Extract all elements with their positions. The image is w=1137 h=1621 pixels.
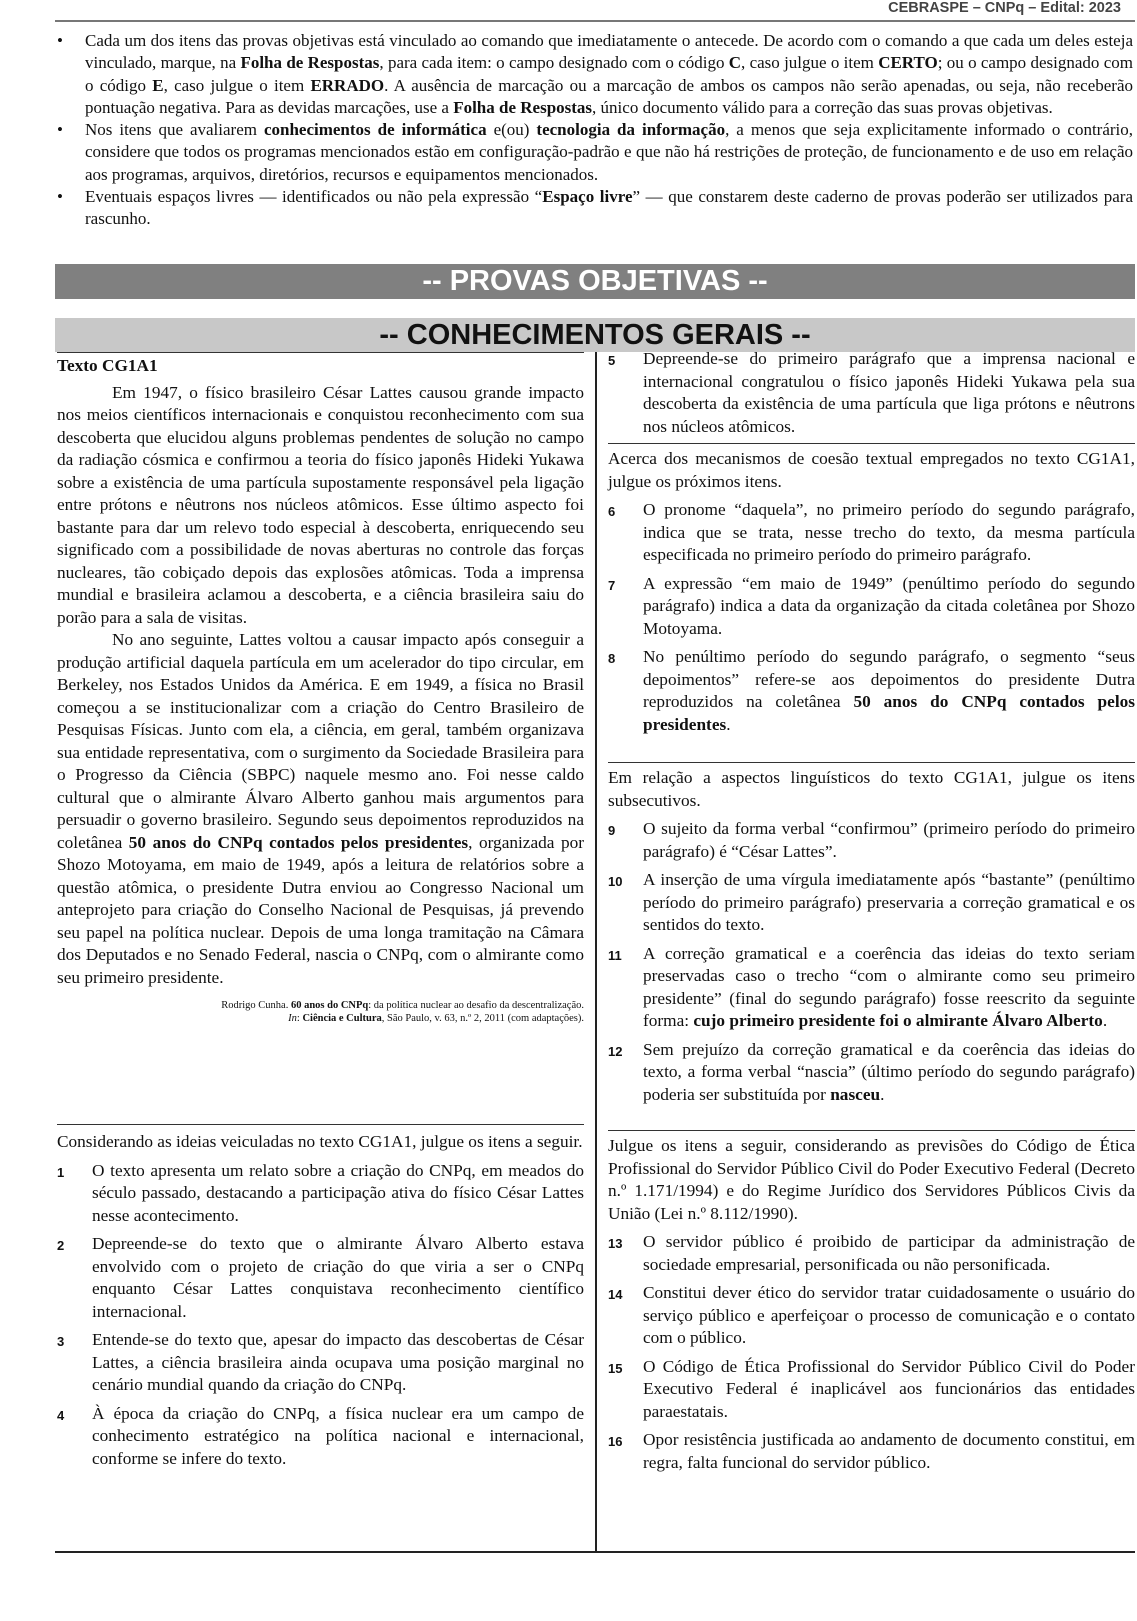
question-item [608,943,1135,1033]
question-item [608,818,1135,863]
item-text: No penúltimo período do segundo parágrafo, o segmento “seus depoimentos” refere-se aos depoimentos do presidente Dutra reproduzidos na coletânea 50 anos do CNPq contados pelos presidentes. [643,647,1135,734]
column-divider [595,352,597,1551]
question-item [57,1403,584,1471]
item-text: Constitui dever ético do servidor tratar cuidadosamente o usuário do serviço público e aperfeiçoar o processo de comunicação e o contato com o público. [643,1283,1135,1347]
text-title: Texto CG1A1 [57,356,158,375]
question-item [608,1039,1135,1107]
item-number: 13 [608,1236,623,1251]
item-number: 2 [57,1238,65,1253]
question-item [608,499,1135,567]
question-block-5 [608,342,1135,438]
items-list [608,1231,1135,1474]
question-item [608,573,1135,641]
items-list [608,818,1135,1106]
item-text: O Código de Ética Profissional do Servidor Público Civil do Poder Executivo Federal é inaplicável aos funcionários das entidades paraestatais. [643,1356,1135,1421]
question-item [608,1429,1135,1474]
question-item [608,646,1135,736]
subsection-banner: -- CONHECIMENTOS GERAIS -- [55,318,1135,352]
item-text: O servidor público é proibido de participar da administração de sociedade empresarial, personificada ou não personificada. [643,1232,1135,1274]
command-text: Considerando as ideias veiculadas no texto CG1A1, julgue os itens a seguir. [57,1132,583,1151]
item-number: 4 [57,1407,65,1423]
page-header [55,0,1135,22]
command-text: Acerca dos mecanismos de coesão textual empregados no texto CG1A1, julgue os próximos itens. [608,449,1135,491]
item-number: 3 [57,1334,65,1349]
item-text: Opor resistência justificada ao andamento de documento constitui, em regra, falta funcional do servidor público. [643,1430,1135,1472]
text-cg1a1 [57,352,584,1025]
item-text: Depreende-se do primeiro parágrafo que a imprensa nacional e internacional congratulou o físico japonês Hideki Yukawa pela sua descoberta da existência de uma partícula que liga prótons e nêutrons nos núcleos atômicos. [643,349,1135,436]
question-item [608,348,1135,438]
citation [57,999,584,1025]
item-text: O pronome “daquela”, no primeiro período do segundo parágrafo, indica que se trata, nesse trecho do texto, da mesma partícula especificada no primeiro período do primeiro parágrafo. [643,500,1135,564]
items-list [608,499,1135,736]
item-number: 16 [608,1434,623,1449]
question-block-6-8 [608,443,1135,736]
question-block-13-16 [608,1130,1135,1474]
item-text: O sujeito da forma verbal “confirmou” (primeiro período do primeiro parágrafo) é “César Lattes”. [643,819,1135,861]
item-number: 15 [608,1360,623,1376]
instruction-item: • Eventuais espaços livres — identificados ou não pela expressão “Espaço livre” — que constarem deste caderno de provas poderão ser utilizados para rascunho. [55,186,1133,231]
item-number: 12 [608,1043,623,1059]
items-list [608,348,1135,438]
item-number: 5 [608,353,616,368]
items-list [57,1160,584,1471]
item-text: Sem prejuízo da correção gramatical e da coerência das ideias do texto, a forma verbal “nascia” (último período do segundo parágrafo) poderia ser substituída por nasceu. [643,1039,1135,1104]
command-text: Em relação a aspectos linguísticos do texto CG1A1, julgue os itens subsecutivos. [608,768,1135,810]
item-number: 14 [608,1287,623,1302]
question-block-9-12 [608,762,1135,1106]
instructions-list [55,30,1133,231]
item-number: 10 [608,874,623,889]
question-item [608,1282,1135,1350]
text-paragraph-2: No ano seguinte, Lattes voltou a causar impacto após conseguir a produção artificial daquela partícula em um acelerador do tipo circular, em Berkeley, nos Estados Unidos da América. E em 1949, a física no Brasil começou a se institucionalizar com a criação do Centro Brasileiro de Pesquisas Físicas. Junto com ela, a ciência, em geral, também organizava sua entidade representativa, com o surgimento da Sociedade Brasileira para o Progresso da Ciência (SBPC) naquele mesmo ano. Foi nesse caldo cultural que o almirante Álvaro Alberto ganhou mais argumentos para persuadir o governo brasileiro. Segundo seus depoimentos reproduzidos na coletânea 50 anos do CNPq contados pelos presidentes, organizada por Shozo Motoyama, em maio de 1949, após a leitura de relatórios sobre a questão atômica, o presidente Dutra enviou ao Congresso Nacional um anteprojeto para criação do Conselho Nacional de Pesquisas, já prevendo seu papel na política nuclear. Depois de uma longa tramitação na Câmara dos Deputados e no Senado Federal, nascia o CNPq, com o almirante como seu primeiro presidente. [57,630,585,987]
text-paragraph-1: Em 1947, o físico brasileiro César Lattes causou grande impacto nos meios científicos internacionais e conquistou reconhecimento com sua descoberta que elucidou alguns problemas pendentes de solução no campo da radiação cósmica e confirmou a teoria do físico japonês Hideki Yukawa sobre a existência de uma partícula supostamente responsável pela ligação entre prótons e nêutrons nos núcleos atômicos. Esse último aspecto foi bastante para dar um relevo todo especial à descoberta, enriquecendo seu significado com a possibilidade de novas aberturas no controle das forças nucleares, tão cobiçado depois das explosões atômicas. Toda a imprensa mundial e brasileira aclamou a descoberta, e a ciência brasileira saiu do porão para a sala de visitas. [57,382,584,627]
instruction-item: • Nos itens que avaliarem conhecimentos de informática e(ou) tecnologia da informação, a menos que seja explicitamente informado o contrário, considere que todos os programas mencionados estão em configuração-padrão e que não há restrições de proteção, de funcionamento e de uso em relação aos programas, arquivos, diretórios, recursos e equipamentos mencionados. [55,119,1133,186]
item-number: 8 [608,651,616,666]
item-text: A inserção de uma vírgula imediatamente após “bastante” (penúltimo período do primeiro parágrafo) preservaria a correção gramatical e os sentidos do texto. [643,870,1135,934]
item-number: 6 [608,504,616,519]
question-item [608,1231,1135,1276]
item-number: 7 [608,577,616,593]
item-text: Entende-se do texto que, apesar do impacto das descobertas de César Lattes, a ciência brasileira ainda ocupava uma posição marginal no cenário mundial quando da criação do CNPq. [92,1330,584,1394]
item-text: Depreende-se do texto que o almirante Álvaro Alberto estava envolvido com o projeto de criação do que viria a ser o CNPq enquanto César Lattes conquistava reconhecimento científico internacional. [92,1234,584,1321]
item-text: O texto apresenta um relato sobre a criação do CNPq, em meados do século passado, destacando a participação ativa do físico César Lattes nesse acontecimento. [92,1160,584,1225]
exam-header-title: CEBRASPE – CNPq – Edital: 2023 [888,0,1121,16]
question-item [57,1329,584,1397]
question-block-1-4 [57,1124,584,1470]
question-item [57,1160,584,1228]
item-text: A expressão “em maio de 1949” (penúltimo período do segundo parágrafo) indica a data da organização da citada coletânea por Shozo Motoyama. [643,573,1135,638]
item-text: A correção gramatical e a coerência das ideias do texto seriam preservadas caso o trecho “com o almirante como seu primeiro presidente” (final do segundo parágrafo) fosse reescrito da seguinte forma: cujo primeiro presidente foi o almirante Álvaro Alberto. [643,943,1135,1030]
citation-line-2: In: Ciência e Cultura, São Paulo, v. 63, n.º 2, 2011 (com adaptações). [288,1013,584,1024]
question-item [608,1356,1135,1424]
instruction-item: • Cada um dos itens das provas objetivas está vinculado ao comando que imediatamente o antecede. De acordo com o comando a que cada um deles esteja vinculado, marque, na Folha de Respostas, para cada item: o campo designado com o código C, caso julgue o item CERTO; ou o campo designado com o código E, caso julgue o item ERRADO. A ausência de marcação ou a marcação de ambos os campos não serão apenadas, ou seja, não receberão pontuação negativa. Para as devidas marcações, use a Folha de Respostas, único documento válido para a correção das suas provas objetivas. [55,30,1133,119]
question-item [608,869,1135,937]
command-text: Julgue os itens a seguir, considerando as previsões do Código de Ética Profissional do Servidor Público Civil do Poder Executivo Federal (Decreto n.º 1.171/1994) e do Regime Jurídico dos Servidores Públicos Civis da União (Lei n.º 8.112/1990). [608,1136,1135,1223]
citation-line-1: Rodrigo Cunha. 60 anos do CNPq: da política nuclear ao desafio da descentralização. [221,1000,584,1011]
item-number: 1 [57,1164,65,1180]
item-text: À época da criação do CNPq, a física nuclear era um campo de conhecimento estratégico na política nacional e internacional, conforme se infere do texto. [92,1403,584,1468]
bottom-rule [55,1551,1135,1553]
section-banner: -- PROVAS OBJETIVAS -- [55,264,1135,299]
question-item [57,1233,584,1323]
item-number: 9 [608,823,616,838]
item-number: 11 [608,947,622,963]
